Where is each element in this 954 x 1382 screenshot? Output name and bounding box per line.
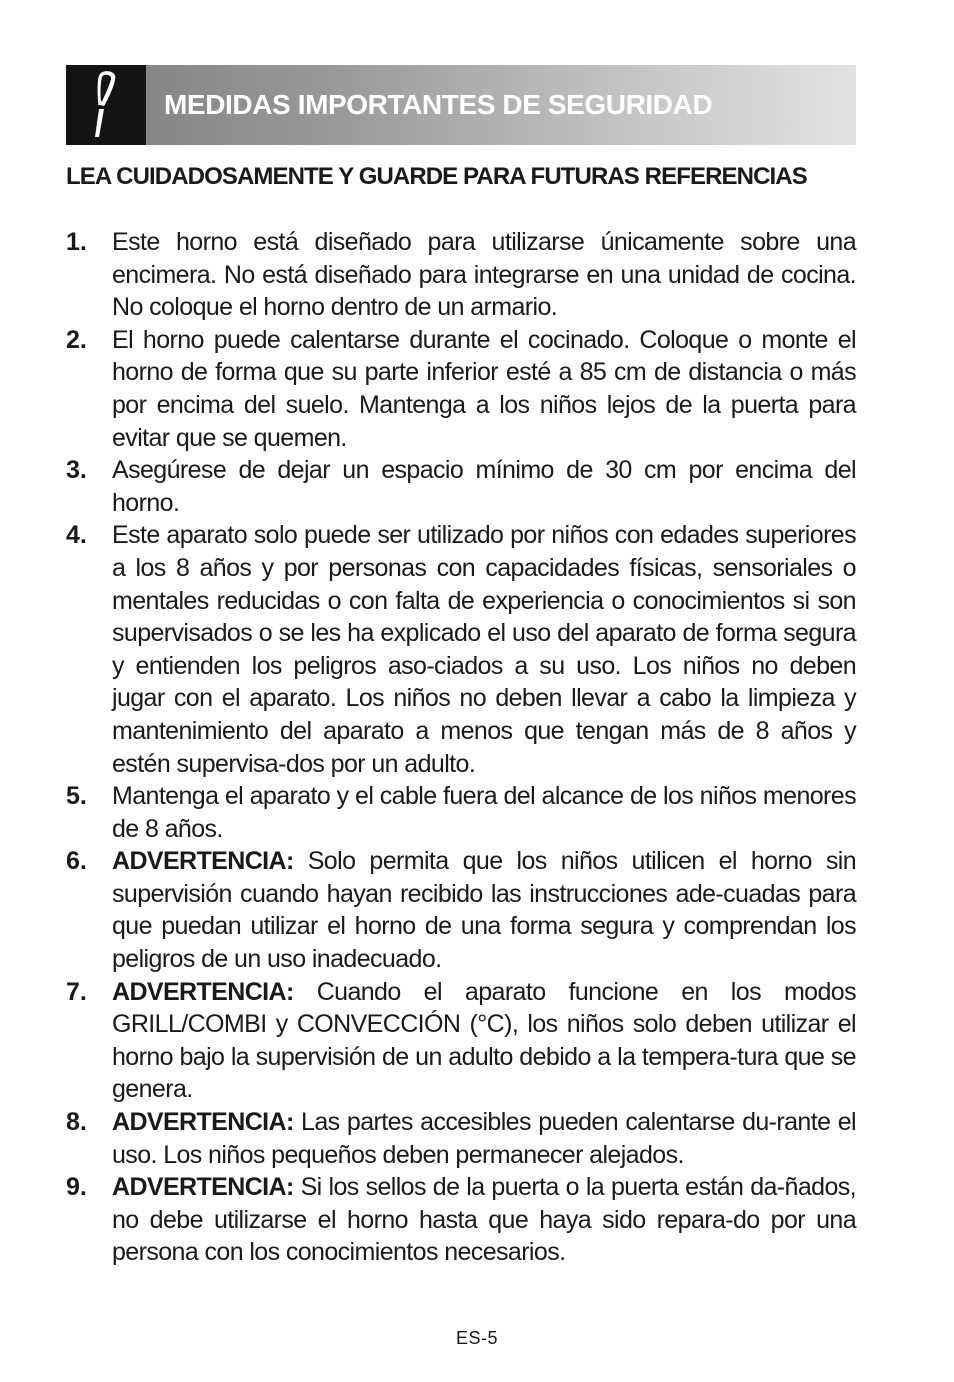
item-number: 2. [66, 325, 87, 354]
item-text: Las partes accesibles pueden calentarse du-rante el uso. Los niños pequeños deben permanecer alejados. [112, 1108, 856, 1169]
item-text: Este horno está diseñado para utilizarse únicamente sobre una encimera. No está diseñado para integrarse en una unidad de cocina. No coloque el horno dentro de un armario. [112, 228, 856, 322]
list-item [66, 780, 856, 845]
item-text: El horno puede calentarse durante el cocinado. Coloque o monte el horno de forma que su parte inferior esté a 85 cm de distancia o más por encima del suelo. Mantenga a los niños lejos de la puerta para evitar que se quemen. [112, 325, 856, 452]
item-text: Asegúrese de dejar un espacio mínimo de 30 cm por encima del horno. [112, 456, 856, 517]
safety-instructions-list [66, 226, 856, 1269]
item-number: 5. [66, 782, 87, 811]
section-title: MEDIDAS IMPORTANTES DE SEGURIDAD [164, 89, 713, 120]
item-number: 6. [66, 847, 87, 876]
list-item [66, 976, 856, 1106]
warning-label: ADVERTENCIA: [112, 847, 294, 876]
exclamation-warning-icon [66, 65, 146, 145]
item-number: 7. [66, 977, 87, 1006]
item-number: 3. [66, 456, 87, 485]
item-number: 4. [66, 521, 87, 550]
item-text: Mantenga el aparato y el cable fuera del alcance de los niños menores de 8 años. [112, 782, 856, 843]
list-item [66, 845, 856, 975]
list-item [66, 1171, 856, 1269]
warning-label: ADVERTENCIA: [112, 1108, 294, 1137]
item-text: Solo permita que los niños utilicen el horno sin supervisión cuando hayan recibido las instrucciones ade-cuadas para que puedan utilizar el horno de una forma segura y comprendan los peligros de un uso inadecuado. [112, 847, 856, 974]
list-item [66, 324, 856, 454]
list-item [66, 226, 856, 324]
section-banner [66, 65, 856, 145]
item-text: Cuando el aparato funcione en los modos GRILL/COMBI y CONVECCIÓN (°C), los niños solo deben utilizar el horno bajo la supervisión de un adulto debido a la tempera-tura que se genera. [112, 977, 856, 1104]
item-number: 1. [66, 228, 87, 256]
list-item [66, 519, 856, 780]
item-text: Si los sellos de la puerta o la puerta están da-ñados, no debe utilizarse el horno hasta que haya sido repara-do por una persona con los conocimientos necesarios. [112, 1173, 856, 1267]
item-number: 9. [66, 1173, 87, 1202]
list-item [66, 1106, 856, 1171]
item-number: 8. [66, 1108, 87, 1137]
item-text: Este aparato solo puede ser utilizado por niños con edades superiores a los 8 años y por personas con capacidades físicas, sensoriales o mentales reducidas o con falta de experiencia o conocimientos si son supervisados o se les ha explicado el uso del aparato de forma segura y entienden los peligros aso-ciados a su uso. Los niños no deben jugar con el aparato. Los niños no deben llevar a cabo la limpieza y mantenimiento del aparato a menos que tengan más de 8 años y estén supervisa-dos por un adulto. [112, 521, 856, 778]
list-item [66, 454, 856, 519]
warning-label: ADVERTENCIA: [112, 1173, 294, 1202]
page-number: ES-5 [455, 1328, 499, 1348]
warning-label: ADVERTENCIA: [112, 977, 294, 1006]
subheading: LEA CUIDADOSAMENTE Y GUARDE PARA FUTURAS REFERENCIAS [66, 163, 807, 190]
